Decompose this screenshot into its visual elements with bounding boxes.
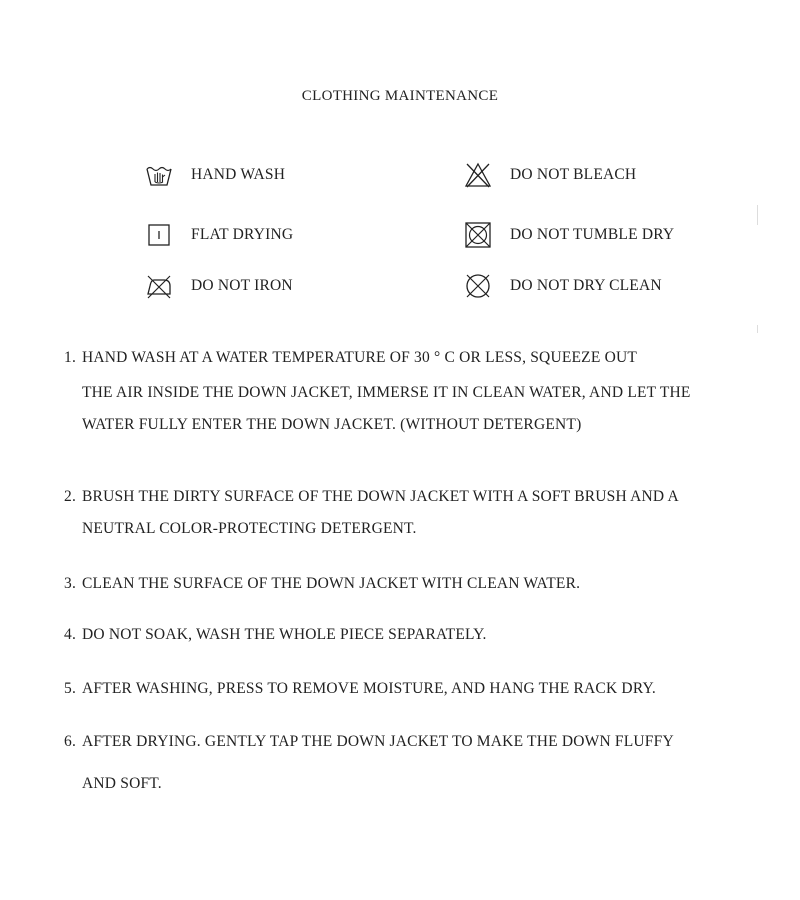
- care-item-hand-wash: [145, 161, 285, 189]
- step-number: 3.: [64, 575, 77, 592]
- do-not-bleach-icon: [464, 161, 492, 189]
- step-number: 1.: [64, 349, 77, 366]
- care-item-do-not-tumble-dry: [464, 221, 674, 249]
- care-label: HAND WASH: [191, 166, 286, 183]
- care-item-flat-drying: [145, 221, 293, 249]
- care-label: FLAT DRYING: [191, 226, 294, 243]
- care-label: DO NOT DRY CLEAN: [510, 277, 662, 294]
- step-number: 5.: [64, 680, 77, 697]
- step-text-line: HAND WASH AT A WATER TEMPERATURE OF 30 ° C OR LESS, SQUEEZE OUT: [82, 349, 638, 366]
- care-item-do-not-dry-clean: [464, 272, 662, 300]
- step-text-line: AFTER WASHING, PRESS TO REMOVE MOISTURE, AND HANG THE RACK DRY.: [82, 680, 656, 697]
- care-item-do-not-bleach: [464, 161, 636, 189]
- do-not-dry-clean-icon: [464, 272, 492, 300]
- step-text-line: BRUSH THE DIRTY SURFACE OF THE DOWN JACKET WITH A SOFT BRUSH AND A: [82, 488, 679, 505]
- step-text-line: NEUTRAL COLOR-PROTECTING DETERGENT.: [82, 520, 417, 537]
- care-label: DO NOT BLEACH: [510, 166, 637, 183]
- step-number: 4.: [64, 626, 77, 643]
- step-text-line: THE AIR INSIDE THE DOWN JACKET, IMMERSE IT IN CLEAN WATER, AND LET THE: [82, 384, 691, 401]
- do-not-tumble-dry-icon: [464, 221, 492, 249]
- step-number: 6.: [64, 733, 77, 750]
- step-text-line: CLEAN THE SURFACE OF THE DOWN JACKET WITH CLEAN WATER.: [82, 575, 581, 592]
- hand-wash-icon: [145, 161, 173, 189]
- care-label: DO NOT IRON: [191, 277, 293, 294]
- care-label: DO NOT TUMBLE DRY: [510, 226, 675, 243]
- do-not-iron-icon: [145, 272, 173, 300]
- step-text-line: WATER FULLY ENTER THE DOWN JACKET. (WITHOUT DETERGENT): [82, 416, 582, 433]
- step-number: 2.: [64, 488, 77, 505]
- step-text-line: AND SOFT.: [82, 775, 162, 792]
- flat-drying-icon: [145, 221, 173, 249]
- step-text-line: AFTER DRYING. GENTLY TAP THE DOWN JACKET TO MAKE THE DOWN FLUFFY: [82, 733, 674, 750]
- edge-mark: [757, 205, 758, 225]
- step-text-line: DO NOT SOAK, WASH THE WHOLE PIECE SEPARATELY.: [82, 626, 487, 643]
- care-item-do-not-iron: [145, 272, 293, 300]
- page-title: CLOTHING MAINTENANCE: [301, 88, 499, 104]
- edge-mark: [757, 325, 758, 333]
